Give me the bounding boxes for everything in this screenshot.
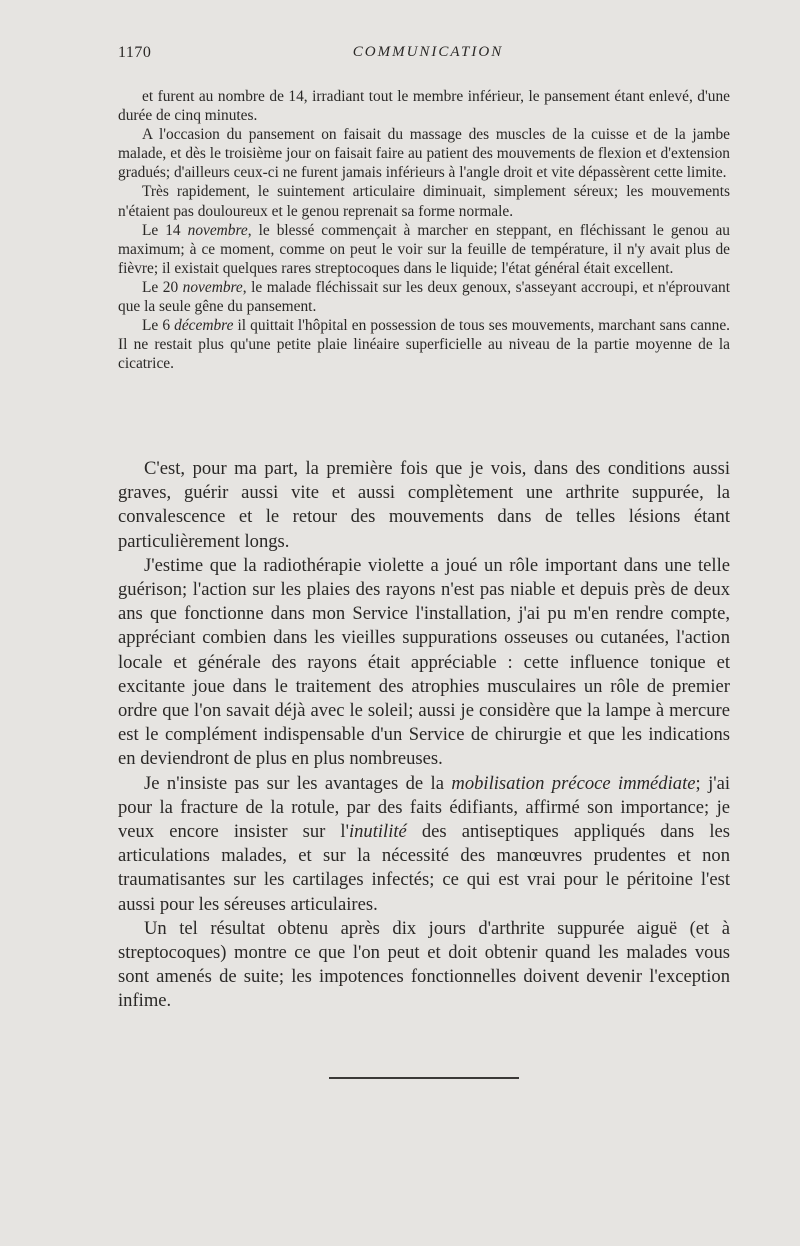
discussion-paragraph: Un tel résultat obtenu après dix jours d'arthrite suppurée aiguë (et à streptocoques) montre ce que l'on peut et doit obtenir quand les malades vous sont amenés de suite; les impotences fonctionnelles doivent devenir l'exception infime. bbox=[118, 917, 730, 1012]
case-paragraph: Le 6 décembre il quittait l'hôpital en possession de tous ses mouvements, marchant sans canne. Il ne restait plus qu'une petite plaie linéaire superficielle au niveau de la partie moyenne de la cicatrice. bbox=[118, 317, 731, 373]
page-header bbox=[118, 44, 738, 66]
case-paragraph: Très rapidement, le suintement articulaire diminuait, simplement séreux; les mouvements n'étaient pas douloureux et le genou reprenait sa forme normale. bbox=[118, 183, 730, 220]
discussion-paragraph: J'estime que la radiothérapie violette a joué un rôle important dans une telle guérison; l'action sur les plaies des rayons n'est pas niable et depuis près de deux ans que fonctionne dans mon Service l'installation, j'ai pu m'en rendre compte, appréciant combien dans les vieilles suppurations osseuses ou cutanées, l'action locale et générale des rayons était appréciable : cette influence tonique et excitante joue dans le traitement des atrophies musculaires un rôle de premier ordre que l'on savait déjà avec le soleil; aussi je considère que la lampe à mercure est le complément indispensable d'un Service de chirurgie et que les indications en deviendront de plus en plus nombreuses. bbox=[118, 554, 730, 770]
case-paragraph: Le 20 novembre, le malade fléchissait sur les deux genoux, s'asseyant accroupi, et n'éprouvant que la seule gêne du pansement. bbox=[118, 278, 731, 316]
discussion-paragraph: C'est, pour ma part, la première fois que je vois, dans des conditions aussi graves, guérir aussi vite et aussi complètement une arthrite suppurée, la convalescence et le retour des mouvements dans de telles lésions étant particulièrement longs. bbox=[118, 458, 730, 552]
end-rule bbox=[329, 1077, 519, 1079]
discussion-block bbox=[118, 457, 730, 1014]
page-number: 1170 bbox=[118, 44, 152, 61]
discussion-paragraph: Je n'insiste pas sur les avantages de la mobilisation précoce immédiate; j'ai pour la fracture de la rotule, par des faits édifiants, affirmé son importance; je veux encore insister sur l'inutilité des antiseptiques appliqués dans les articulations malades, et sur la nécessité des manœuvres prudentes et non traumatisantes sur les cartilages infectés; ce qui est vrai pour le péritoine l'est aussi pour les séreuses articulaires. bbox=[118, 772, 731, 915]
case-paragraph: Le 14 novembre, le blessé commençait à marcher en steppant, en fléchissant le genou au maximum; à ce moment, comme on peut le voir sur la feuille de température, il n'y avait plus de fièvre; il existait quelques rares streptocoques dans le liquide; l'état général était excellent. bbox=[118, 221, 730, 277]
running-head: COMMUNICATION bbox=[352, 44, 504, 60]
case-report-block bbox=[118, 87, 730, 373]
case-paragraph: et furent au nombre de 14, irradiant tout le membre inférieur, le pansement étant enlevé, d'une durée de cinq minutes. bbox=[118, 88, 730, 125]
case-paragraph: A l'occasion du pansement on faisait du massage des muscles de la cuisse et de la jambe malade, et dès le troisième jour on faisait faire au patient des mouvements de flexion et d'extension gradués; d'ailleurs ceux-ci ne furent jamais inférieurs à l'angle droit et vite dépassèrent cette limite. bbox=[118, 126, 730, 182]
